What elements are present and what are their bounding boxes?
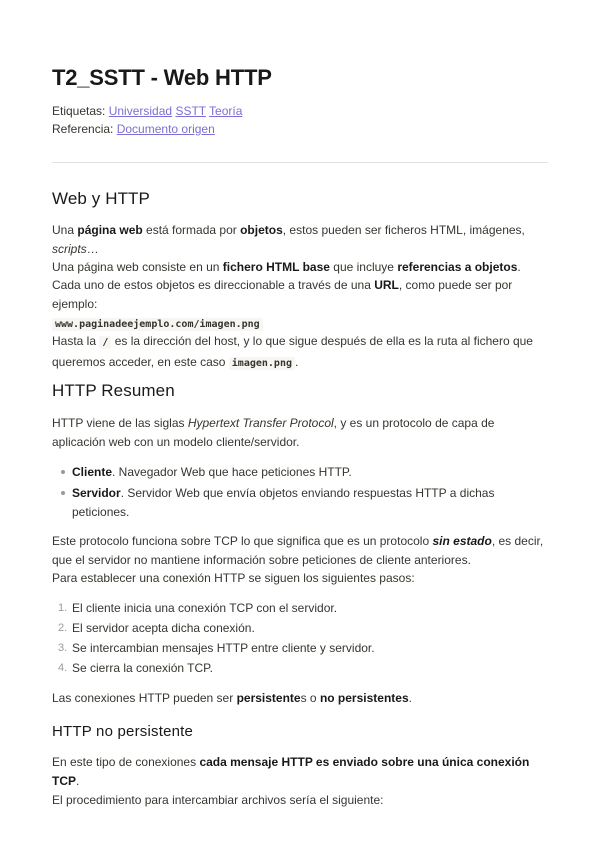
list-item: Cliente. Navegador Web que hace peticiones HTTP. [72,463,548,482]
paragraph: Una página web consiste en un fichero HTML base que incluye referencias a objetos. [52,260,521,274]
paragraph: El procedimiento para intercambiar archivos sería el siguiente: [52,793,384,807]
tag-link-teoria[interactable]: Teoría [209,104,243,118]
tags-label: Etiquetas: [52,104,106,118]
paragraph: Una página web está formada por objetos, estos pueden ser ficheros HTML, imágenes, scripts… [52,223,525,256]
section-heading-http-resumen: HTTP Resumen [52,381,175,400]
page-title: T2_SSTT - Web HTTP [52,65,272,90]
divider [52,162,548,163]
list-item: 1. El cliente inicia una conexión TCP con el servidor. [58,601,338,615]
url-code: www.paginadeejemplo.com/imagen.png [52,318,263,331]
section-heading-http-no-persistente: HTTP no persistente [52,723,194,740]
reference-row [52,120,215,138]
list-item: 3. Se intercambian mensajes HTTP entre cliente y servidor. [58,641,375,655]
reference-label: Referencia: [52,122,114,136]
list-item: 2. El servidor acepta dicha conexión. [58,621,255,635]
paragraph: Las conexiones HTTP pueden ser persistentes o no persistentes. [52,691,412,705]
paragraph: En este tipo de conexiones cada mensaje HTTP es enviado sobre una única conexión TCP. [52,755,530,788]
section-heading-web-http: Web y HTTP [52,189,150,208]
paragraph: Para establecer una conexión HTTP se siguen los siguientes pasos: [52,571,415,585]
tags-row [52,102,242,120]
bullet-icon [61,470,65,474]
paragraph: HTTP viene de las siglas Hypertext Transfer Protocol, y es un protocolo de capa de aplicación web con un modelo cliente/servidor. [52,416,495,449]
paragraph: Hasta la / es la dirección del host, y lo que sigue después de ella es la ruta al fichero que queremos acceder, en este caso imagen.png . [52,334,533,369]
paragraph: Cada uno de estos objetos es direccionable a través de una URL, como puede ser por ejemplo: [52,278,513,311]
list-item: 4. Se cierra la conexión TCP. [58,661,213,675]
list-item: Servidor. Servidor Web que envía objetos enviando respuestas HTTP a dichas peticiones. [72,484,548,521]
tag-link-sstt[interactable]: SSTT [175,104,206,118]
paragraph: Este protocolo funciona sobre TCP lo que significa que es un protocolo sin estado, es decir, que el servidor no mantiene información sobre peticiones de cliente anteriores. [52,534,544,567]
tag-link-universidad[interactable]: Universidad [108,104,173,118]
reference-link[interactable]: Documento origen [116,122,215,136]
bullet-icon [61,491,65,495]
